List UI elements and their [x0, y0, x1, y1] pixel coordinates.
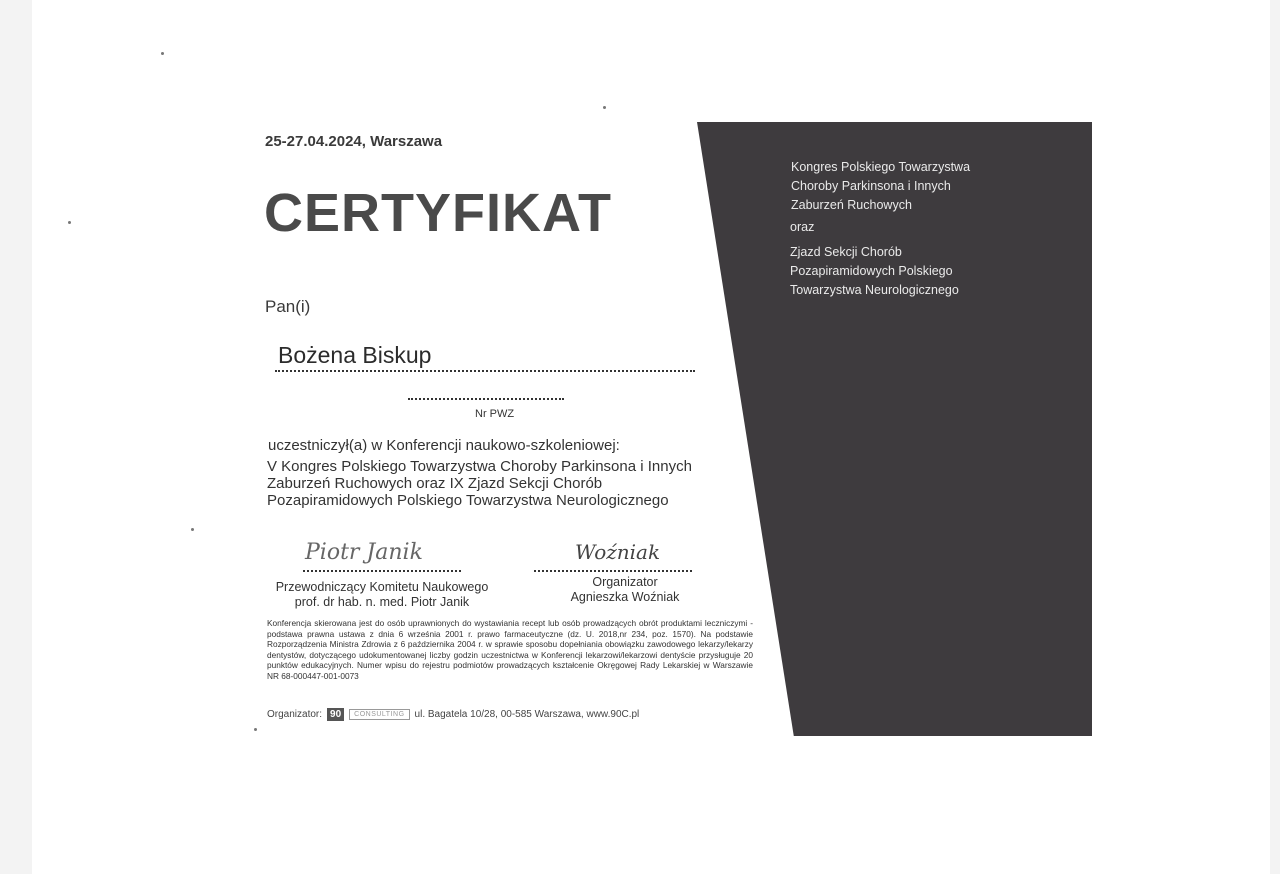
pwz-dotted-line — [408, 398, 564, 400]
panel-section-text: Zjazd Sekcji Chorób Pozapiramidowych Polskiego Towarzystwa Neurologicznego — [790, 245, 959, 297]
chair-role: Przewodniczący Komitetu Naukowego — [275, 580, 489, 594]
organizer-role: Organizator — [592, 575, 658, 589]
participation-text: uczestniczył(a) w Konferencji naukowo-szkoleniowej: — [268, 437, 620, 454]
recipient-name: Bożena Biskup — [278, 342, 432, 368]
chair-block — [267, 580, 497, 610]
pwz-label: Nr PWZ — [475, 408, 515, 420]
name-dotted-line — [275, 370, 695, 372]
footer-organizer-label: Organizator: — [267, 709, 323, 720]
scan-speck — [191, 528, 194, 531]
organizer-block — [540, 575, 710, 605]
footer-address: ul. Bagatela 10/28, 00-585 Warszawa, www.90C.pl — [414, 709, 640, 720]
scan-speck — [161, 52, 164, 55]
certificate-title: CERTYFIKAT — [264, 183, 612, 243]
organizer-name: Agnieszka Woźniak — [570, 590, 680, 604]
organizer-signature-line — [534, 570, 692, 572]
chair-signature-line — [303, 570, 461, 572]
legal-note: Konferencja skierowana jest do osób uprawnionych do wystawiania recept lub osób prowadzących obrót produktami leczniczymi - podstawa prawna ustawa z dnia 6 września 2001 r. prawo farmaceutyczne (dz. U. 2018,nr 234, poz. 1570). Na podstawie Rozporządzenia Ministra Zdrowia z 6 października 2004 r. w sprawie sposobu dopełniania obowiązku zawodowego lekarzy/lekarzy dentystów, dotyczącego udokumentowanej liczby godzin uczestnictwa w Konferencji lekarzowi/lekarzowi dentyście przysługuje 20 punktów edukacyjnych. Numer wpisu do rejestru podmiotów prowadzących kształcenie Okręgowej Rady Lekarskiej w Warszawie NR 68-000447-001-0073 — [267, 618, 753, 681]
salutation: Pan(i) — [265, 297, 311, 316]
organizer-signature: Woźniak — [575, 540, 661, 564]
date-location: 25-27.04.2024, Warszawa — [265, 133, 443, 150]
scan-speck — [603, 106, 606, 109]
scan-speck — [68, 221, 71, 224]
footer — [267, 708, 639, 721]
chair-signature: Piotr Janik — [305, 540, 423, 565]
panel-and-text: oraz — [790, 220, 815, 234]
panel-congress-text: Kongres Polskiego Towarzystwa Choroby Parkinsona i Innych Zaburzeń Ruchowych — [791, 160, 971, 212]
conference-title: V Kongres Polskiego Towarzystwa Choroby Parkinsona i Innych Zaburzeń Ruchowych oraz IX Zjazd Sekcji Chorób Pozapiramidowych Polskiego Towarzystwa Neurologicznego — [267, 458, 692, 509]
organizer-logo-number: 90 — [327, 708, 344, 721]
chair-name: prof. dr hab. n. med. Piotr Janik — [294, 595, 470, 609]
scan-speck — [254, 728, 257, 731]
organizer-logo-text: CONSULTING — [349, 709, 409, 720]
